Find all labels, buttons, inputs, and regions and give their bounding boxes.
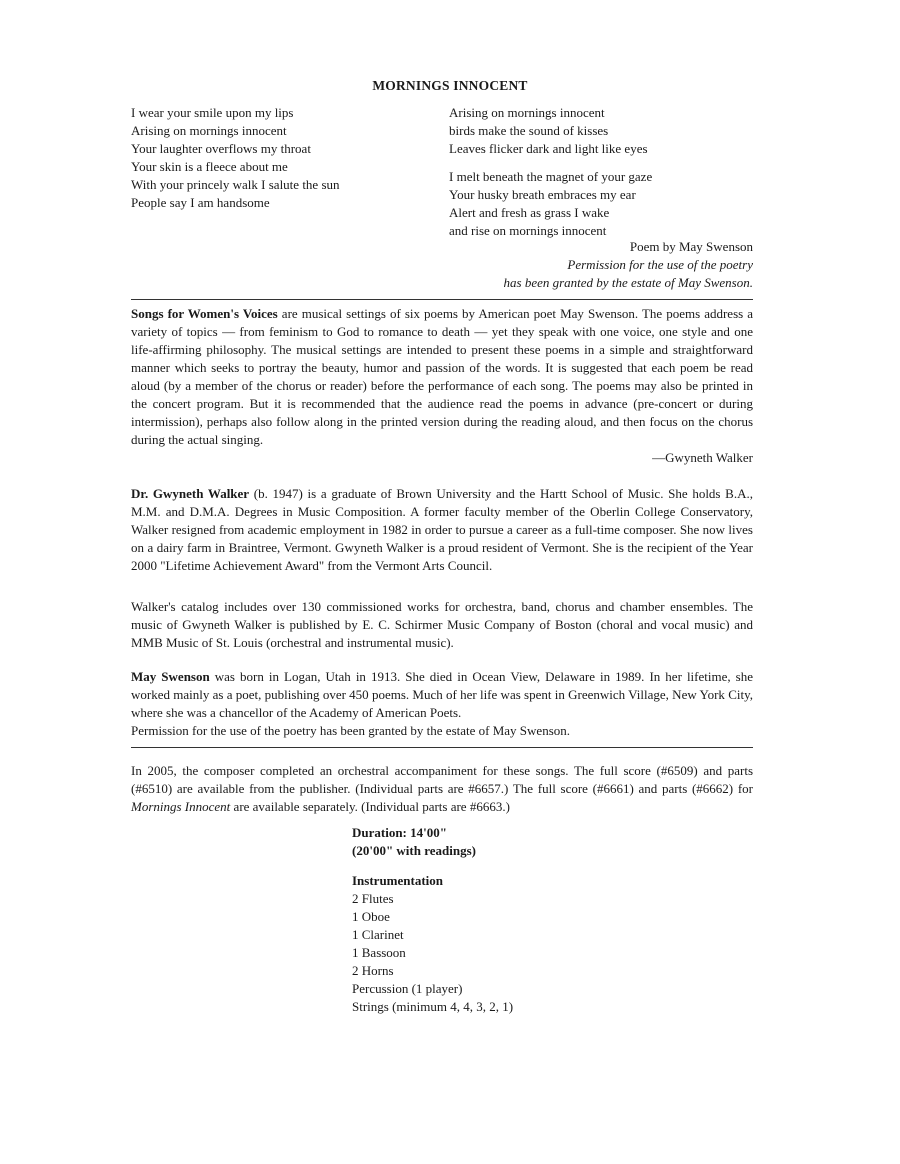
instrument-item: Percussion (1 player) xyxy=(352,981,463,996)
songs-paragraph xyxy=(131,305,753,467)
poem-line: I wear your smile upon my lips xyxy=(131,105,294,120)
walker-lead: Dr. Gwyneth Walker xyxy=(131,486,250,501)
poem-line: Your husky breath embraces my ear xyxy=(449,187,636,202)
poem-line: With your princely walk I salute the sun xyxy=(131,177,340,192)
orchestral-text: In 2005, the composer completed an orchestral accompaniment for these songs. The full score (#6509) and parts (#6510) are available from the publisher. (Individual parts are #6657.) The full score (#6661) and parts (#6662) for xyxy=(131,763,753,796)
catalog-paragraph: Walker's catalog includes over 130 commissioned works for orchestra, band, chorus and chamber ensembles. The music of Gwyneth Walker is published by E. C. Schirmer Music Company of Boston (choral and vocal music) and MMB Music of St. Louis (orchestral and instrumental music). xyxy=(131,599,753,650)
instrument-item: 2 Flutes xyxy=(352,891,394,906)
poem-credit xyxy=(420,238,753,292)
poem-left-column xyxy=(131,104,431,212)
orchestral-title: Mornings Innocent xyxy=(131,799,231,814)
signature: —Gwyneth Walker xyxy=(652,450,753,465)
instrument-item: 1 Bassoon xyxy=(352,945,406,960)
walker-text: (b. 1947) is a graduate of Brown University and the Hartt School of Music. She holds B.A., M.M. and D.M.A. Degrees in Music Composition. A former faculty member of the Oberlin College Conservatory, Walker resigned from academic employment in 1982 in order to pursue a career as a full-time composer. She now lives on a dairy farm in Braintree, Vermont. Gwyneth Walker is a proud resident of Vermont. She is the recipient of the Year 2000 "Lifetime Achievement Award" from the Vermont Arts Council. xyxy=(131,486,753,573)
duration-block xyxy=(352,824,652,1016)
poem-author: Poem by May Swenson xyxy=(629,239,753,254)
instrument-item: 1 Oboe xyxy=(352,909,390,924)
poem-line: I melt beneath the magnet of your gaze xyxy=(449,169,653,184)
stanza-gap xyxy=(449,158,759,168)
duration-line: Duration: 14'00" xyxy=(352,825,447,840)
swenson-bio xyxy=(131,668,753,740)
duration-line: (20'00" with readings) xyxy=(352,843,476,858)
swenson-lead: May Swenson xyxy=(131,669,210,684)
instrument-item: 2 Horns xyxy=(352,963,394,978)
poem-line: birds make the sound of kisses xyxy=(449,123,609,138)
divider xyxy=(131,299,753,300)
songs-text: are musical settings of six poems by American poet May Swenson. The poems address a variety of topics — from feminism to God to romance to death — yet they speak with one voice, one style and one life-affirming philosophy. The musical settings are intended to present these poems in a simple and straightforward manner which seeks to portray the beauty, humor and passion of the words. It is suggested that each poem be read aloud (by a member of the chorus or reader) before the performance of each song. The poems may also be printed in the concert program. But it is recommended that the audience read the poems in advance (pre-concert or during intermission), perhaps also follow along in the printed version during the reading aloud, and then focus on the chorus during the actual singing. xyxy=(131,306,753,447)
permission-line: Permission for the use of the poetry xyxy=(567,257,753,272)
swenson-text: was born in Logan, Utah in 1913. She died in Ocean View, Delaware in 1989. In her lifetime, she worked mainly as a poet, publishing over 450 poems. Much of her life was spent in Greenwich Village, New York City, where she was a chancellor of the Academy of American Poets. xyxy=(131,669,753,720)
poem-line: Leaves flicker dark and light like eyes xyxy=(449,141,648,156)
songs-lead: Songs for Women's Voices xyxy=(131,306,278,321)
poem-line: Arising on mornings innocent xyxy=(449,105,605,120)
poem-right-column xyxy=(449,104,759,240)
instrumentation-heading: Instrumentation xyxy=(352,873,444,888)
permission-line: has been granted by the estate of May Swenson. xyxy=(503,275,753,290)
divider xyxy=(131,747,753,748)
orchestral-text: are available separately. (Individual parts are #6663.) xyxy=(230,799,510,814)
poem-line: and rise on mornings innocent xyxy=(449,223,607,238)
orchestral-paragraph xyxy=(131,762,753,816)
poem-line: Your skin is a fleece about me xyxy=(131,159,288,174)
poem-line: People say I am handsome xyxy=(131,195,270,210)
poem-line: Alert and fresh as grass I wake xyxy=(449,205,610,220)
walker-bio xyxy=(131,485,753,575)
poem-line: Your laughter overflows my throat xyxy=(131,141,311,156)
instrument-item: 1 Clarinet xyxy=(352,927,404,942)
swenson-permission: Permission for the use of the poetry has been granted by the estate of May Swenson. xyxy=(131,723,571,738)
poem-line: Arising on mornings innocent xyxy=(131,123,287,138)
page-title: MORNINGS INNOCENT xyxy=(372,78,528,93)
instrument-item: Strings (minimum 4, 4, 3, 2, 1) xyxy=(352,999,514,1014)
